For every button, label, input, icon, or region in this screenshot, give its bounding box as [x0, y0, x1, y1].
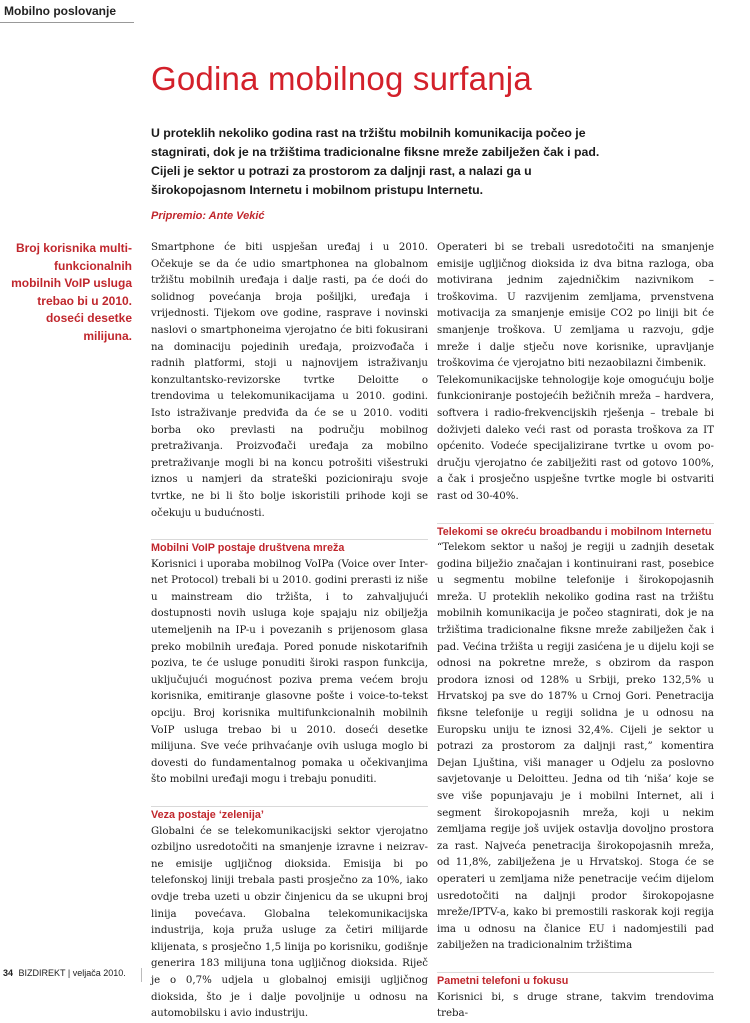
subheading: Pametni telefoni u fokusu	[437, 972, 714, 990]
pull-quote: Broj korisnika multifunkcionalnih mobilnih VoIP usluga trebao bi u 2010. doseći desetke milijuna.	[11, 241, 132, 343]
article-lead: U proteklih nekoliko godina rast na tržištu mobilnih komunikacija počeo je stagnirati, dok je na tržištima tradicionalne fiksne mreže zabilježen čak i pad. Cijeli je sektor u potrazi za prostorom za daljnji rast, a nalazi ga u širokopojasnom Internetu i mobilnom pristupu Internetu.	[151, 126, 600, 197]
section-label: Mobilno poslovanje	[4, 4, 117, 18]
article-author: Pripremio: Ante Vekić	[151, 210, 265, 222]
page-number: 34	[3, 968, 14, 978]
body-paragraph: Korisnici bi, s druge strane, takvim trendovima treba-	[437, 991, 714, 1020]
publication-name: BIZDIREKT | veljača 2010.	[18, 968, 126, 978]
footer-rule	[141, 968, 142, 982]
header-rule	[0, 22, 134, 23]
text-column-left	[151, 240, 428, 1023]
body-paragraph: Korisnici i uporaba mobilnog VoIPa (Voice over Internet Protocol) trebali bi u 2010. godini prerasti iz niše u mainstream dio tržišta, i to zahvaljujući dostupnosti novih usluga koje spajaju niz obilježja utemeljenih na IP-u i povezanih s prijenosom glasa preko mobilnih uređaja. Pored ponude niskotarifnih poziva, te će usluge ponuditi široki raspon funkcija, uključujući mogućnost poziva prema većem broju korisnika, emitiranje glasovne pošte i voice-to-tekst opciju. Broj korisnika multifunkcionalnih mobilnih VoIP usluga trebao bi u 2010. doseći desetke milijuna. Sve veće prihvaćanje ovih usluga moglo bi dovesti do fundamentalnog pomaka u očekivanjima što mobilni uređaji mogu i trebaju ponuditi.	[151, 558, 428, 786]
subheading: Mobilni VoIP postaje društvena mreža	[151, 539, 428, 557]
body-paragraph: Smartphone će biti uspješan uređaj i u 2010. Očekuje se da će udio smartphonea na globalnom tržištu mobilnih uređaja i dalje rasti, pa će doći do solidnog povećanja broja pošiljki, uređaja i vrijednosti. Tijekom ove godine, rasprave i novinski naslovi o smartphoneima vjerojatno će biti fokusirani na dominaciju pojedinih uređaja, proizvođača i radnih platformi, stoji u najnovijem istraživanju konzultantsko-revizorske tvrtke Deloitte o trendovima u telekomunikacijama u 2010. godini. Isto istraživanje predviđa da će se u 2010. voditi borba oko prevlasti na području mobilnog pretraživanja. Proizvođači uređaja za mobilno pretraživanje mogli bi na koncu potrošiti višestruki iznos u namjeri da strateški pozicioniraju svoje tvrtke, ne bi li što bolje iskoristili prihode koji se očekuju u budućnosti.	[151, 242, 428, 519]
article-title: Godina mobilnog surfanja	[151, 60, 532, 97]
subheading: Telekomi se okreću broadbandu i mobilnom Internetu	[437, 523, 714, 541]
body-paragraph: Operateri bi se trebali usredotočiti na smanjenje emisije ugljičnog dioksida iz dva bitna razloga, oba motivirana jednim zajedničkim nazivnikom – troškovima. U razvijenim zemljama, prvenstvena motivacija za smanjenje emisije CO2 po liniji bit će smanjenje troškova. U zemljama u razvoju, gdje mreže i dalje stječu nove korisnike, upravljanje troškovima će vjerojatno biti nezaobilazni čimbenik.	[437, 242, 714, 370]
text-column-right	[437, 240, 714, 1023]
page-footer	[3, 968, 126, 978]
body-paragraph: Globalni će se telekomunikacijski sektor vjerojatno ozbiljno usredotočiti na smanjenje izravne i neizravne emisije ugljičnog dioksida. Emisija bi po telefonskoj liniji trebala pasti prosječno za 10%, iako ovdje treba uzeti u obzir činjenicu da se ukupni broj linija povećava. Globalna telekomunikacijska industrija, koja pruža usluge za četiri milijarde klijenata, s prosječno 1,5 linija po korisniku, godišnje generira 183 milijuna tona ugljičnog dioksida. Riječ je o 0,7% udjela u globalnoj emisiji ugljičnog dioksida, što je i dalje povoljnije u odnosu na automobilsku i avio industriju.	[151, 825, 428, 1020]
subheading: Veza postaje ‘zelenija’	[151, 806, 428, 824]
body-paragraph: “Telekom sektor u našoj je regiji u zadnjih desetak godina bilježio značajan i kontinuirani rast, posebice u segmentu mobilne telefonije i širokopojasnih mreža. U proteklih nekoliko godina rast na tržištu mobilnih komunikacija je počeo stagnirati, dok je na tržištima tradicionalne fiksne mreže zabilježen čak i pad. Većina tržišta u regiji zasićena je u dijelu koji se odnosi na pokretne mreže, s obzirom da raspon prodora iznosi od 128% u Srbiji, preko 132,5% u Hrvatskoj pa sve do 187% u Crnoj Gori. Penetracija fiksne telefonije u regiji solidna je u odnosu na Europsku uniju te iznosi 32,4%. Cijeli je sektor u potrazi za prostorom za daljnji rast,” komentira Dejan Ljuština, viši manager u Odjelu za poslovno savjetovanje u Deloittеu. Jedna od tih ‘niša’ koje se sve više popunjavaju je i mobilni Internet, ali i segment širokopojasnih mreža, koji u nekim zemljama regije još uvijek ostavlja dovoljno prostora za rast. Najveća penetracija širokopojasnih mreža, od 11,8%, zabilježena je u Hrvatskoj. Stoga će se operateri u zemljama niže penetracije većim dijelom usredotočiti na daljnji prodor širokopojasne mreže/IPTV-a, kako bi premostili raskorak koji regija ima u odnosu na članice EU i nadomjestili pad zabilježen na tradicionalnim tržištima	[437, 542, 714, 952]
body-paragraph: Telekomunikacijske tehnologije koje omogućuju bolje funkcioniranje postojećih bežičnih mreža – hardvera, softvera i radio-frekvencijskih rješenja – trebale bi doživjeti daleko veći rast od porasta troškova za IT općenito. Vodeće specijalizirane tvrtke u ovom području vjerojatno će zabilježiti rast od gotovo 100%, a čak i prosječno uspješne tvrtke mogle bi ostvariti rast od 30-40%.	[437, 374, 714, 502]
